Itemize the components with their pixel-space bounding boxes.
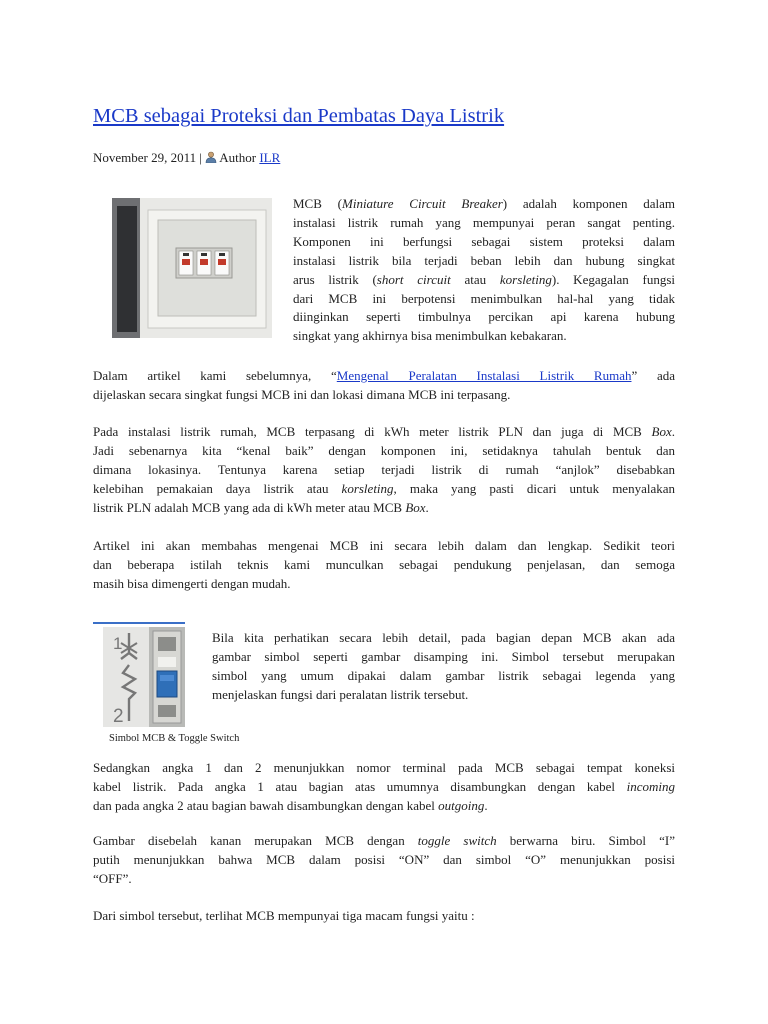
mcb-symbol-image: [103, 627, 185, 727]
paragraph-3: [93, 537, 675, 594]
text-line: Artikel ini akan membahas mengenai MCB ini secara lebih dalam dan lengkap. Sedikit teori: [93, 538, 675, 553]
text-line: arus listrik (short circuit atau korsleting). Kegagalan fungsi: [293, 271, 675, 287]
post-date: November 29, 2011 |: [93, 150, 202, 165]
paragraph-1: [93, 367, 675, 405]
text-line: Komponen ini berfungsi sebagai sistem proteksi dalam: [293, 233, 675, 249]
terminal-number-1: 1: [113, 634, 123, 653]
terminal-number-2: 2: [113, 706, 124, 727]
text-line: Pada instalasi listrik rumah, MCB terpasang di kWh meter listrik PLN dan juga di MCB Box.: [93, 424, 675, 439]
emphasis-text: Box: [651, 424, 672, 439]
text-line: gambar simbol seperti gambar disamping ini. Simbol tersebut merupakan: [212, 648, 675, 664]
text-line: MCB (Miniature Circuit Breaker) adalah komponen dalam: [293, 196, 675, 211]
emphasis-text: Miniature Circuit Breaker: [342, 196, 503, 211]
intro-paragraph: [293, 195, 675, 346]
author-link[interactable]: ILR: [259, 150, 281, 165]
text-line: Gambar disebelah kanan merupakan MCB dengan toggle switch berwarna biru. Simbol “I”: [93, 833, 676, 848]
text-line: Dari simbol tersebut, terlihat MCB mempunyai tiga macam fungsi yaitu :: [93, 908, 475, 923]
paragraph-7: [93, 907, 675, 926]
paragraph-2: [93, 423, 675, 518]
text-line: dari MCB ini berpotensi menimbulkan hal-hal yang tidak: [293, 290, 675, 306]
text-line: listrik PLN adalah MCB yang ada di kWh meter atau MCB Box.: [93, 499, 429, 515]
mcb-box-image: [112, 198, 272, 338]
emphasis-text: korsleting: [341, 480, 394, 496]
text-line: simbol yang umum dipakai dalam gambar listrik sebagai legenda yang: [212, 667, 675, 683]
text-line: singkat yang akhirnya bisa menimbulkan kebakaran.: [293, 328, 567, 344]
author-prefix: Author: [219, 150, 257, 165]
text-line: dijelaskan secara singkat fungsi MCB ini dan lokasi dimana MCB ini terpasang.: [93, 386, 511, 402]
paragraph-5: [93, 759, 675, 816]
text-line: masih bisa dimengerti dengan mudah.: [93, 575, 291, 591]
article-meta: [93, 150, 280, 166]
paragraph-6: [93, 832, 675, 889]
text-line: dan beberapa istilah teknis kami munculkan sebagai pendukung penjelasan, dan semoga: [93, 556, 675, 572]
text-line: kabel listrik. Pada angka 1 atau bagian atas umumnya disambungkan dengan kabel incoming: [93, 778, 675, 794]
emphasis-text: korsleting: [499, 271, 552, 287]
text-line: putih menunjukkan bahwa MCB dalam posisi “ON” dan simbol “O” menunjukkan posisi: [93, 851, 675, 867]
text-line: Bila kita perhatikan secara lebih detail, pada bagian depan MCB akan ada: [212, 630, 675, 645]
image-caption: Simbol MCB & Toggle Switch: [109, 733, 240, 744]
text-line: Jadi sebenarnya kita “kenal baik” dengan komponen ini, setidaknya tahulah bentuk dan: [93, 442, 675, 458]
emphasis-text: Box: [405, 499, 426, 515]
text-line: Dalam artikel kami sebelumnya, “Mengenal Peralatan Instalasi Listrik Rumah” ada: [93, 368, 675, 383]
text-line: Sedangkan angka 1 dan 2 menunjukkan nomor terminal pada MCB sebagai tempat koneksi: [93, 760, 675, 775]
text-line: “OFF”.: [93, 870, 132, 886]
text-line: instalasi listrik bila terjadi beban lebih dan hubung singkat: [293, 252, 675, 268]
article-link[interactable]: Mengenal Peralatan Instalasi Listrik Rumah: [336, 368, 632, 383]
text-line: menjelaskan fungsi dari peralatan listrik tersebut.: [212, 686, 469, 702]
text-line: diinginkan seperti timbulnya percikan api karena hubung: [293, 309, 675, 325]
emphasis-text: incoming: [626, 778, 675, 794]
emphasis-text: toggle switch: [417, 833, 497, 848]
emphasis-text: short circuit: [376, 271, 451, 287]
article-title[interactable]: MCB sebagai Proteksi dan Pembatas Daya Listrik: [93, 105, 505, 127]
text-line: dan pada angka 2 atau bagian bawah disambungkan dengan kabel outgoing.: [93, 797, 488, 813]
image-top-border: [93, 622, 185, 624]
text-line: instalasi listrik rumah yang mempunyai peran sangat penting.: [293, 214, 675, 230]
paragraph-4: [212, 629, 675, 705]
emphasis-text: outgoing: [438, 797, 485, 813]
text-line: kelebihan pemakaian daya listrik atau korsleting, maka yang pasti dicari untuk menyalakan: [93, 480, 675, 496]
text-line: dimana lokasinya. Tentunya karena setiap terjadi listrik di rumah “anjlok” disebabkan: [93, 461, 675, 477]
person-icon: [205, 151, 217, 163]
